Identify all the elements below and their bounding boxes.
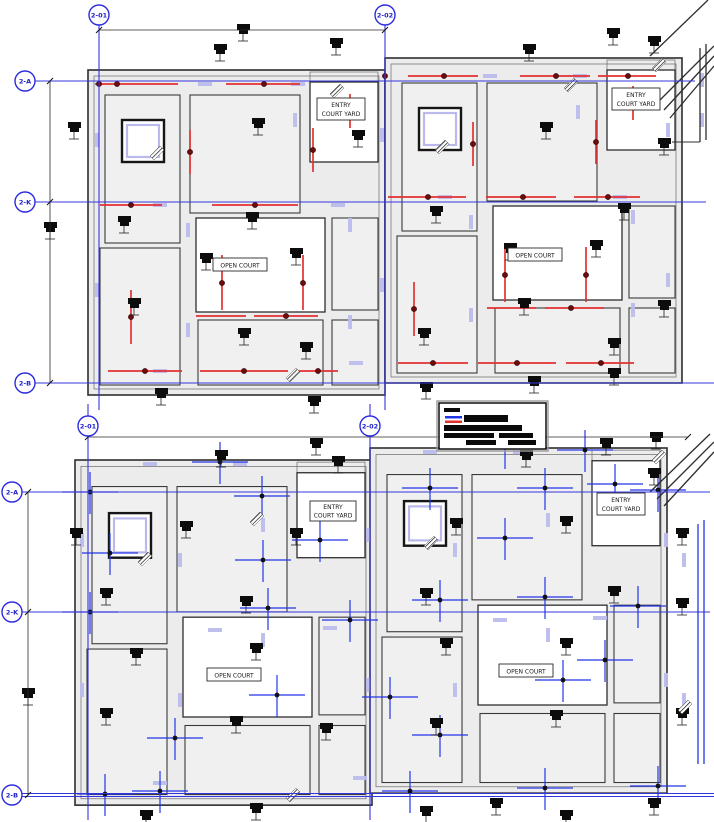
svg-text:ENTRY: ENTRY — [331, 102, 351, 109]
svg-text:2-K: 2-K — [18, 198, 32, 207]
grid-bubble-2-B — [2, 785, 22, 805]
grid-bubble-2-A — [15, 71, 35, 91]
room-label-entry-court-yard — [612, 88, 660, 110]
top-plan-drawing — [44, 0, 714, 413]
room-label-entry-court-yard — [597, 493, 645, 515]
svg-text:ENTRY: ENTRY — [323, 504, 343, 511]
svg-text:2-B: 2-B — [18, 379, 32, 388]
grid-bubble-2-A — [2, 482, 22, 502]
grid-bubble-2-01 — [89, 5, 109, 25]
grid-bubble-2-K — [2, 602, 22, 622]
svg-text:2-A: 2-A — [18, 77, 32, 86]
grid-bubble-2-02 — [375, 5, 395, 25]
svg-text:2-B: 2-B — [5, 791, 19, 800]
legend — [437, 401, 548, 451]
grid-bubble-2-02 — [360, 416, 380, 436]
svg-text:COURT YARD: COURT YARD — [616, 101, 656, 108]
grid-bubble-2-K — [15, 192, 35, 212]
legend-line-sample-blue — [445, 416, 462, 419]
svg-text:OPEN COURT: OPEN COURT — [515, 252, 555, 260]
svg-text:COURT YARD: COURT YARD — [601, 506, 641, 513]
svg-text:COURT YARD: COURT YARD — [313, 512, 353, 520]
svg-text:ENTRY: ENTRY — [626, 92, 646, 99]
grid-bubble-2-B — [15, 373, 35, 393]
bottom-plan-drawing — [22, 427, 714, 822]
room-label-entry-court-yard — [317, 98, 365, 120]
legend-title-redacted — [444, 408, 460, 412]
svg-text:2-02: 2-02 — [361, 422, 379, 431]
svg-text:2-01: 2-01 — [79, 422, 97, 431]
svg-text:OPEN COURT: OPEN COURT — [506, 668, 546, 676]
svg-text:2-02: 2-02 — [376, 11, 394, 20]
svg-text:ENTRY: ENTRY — [611, 497, 631, 504]
room-label-open-court — [213, 258, 267, 271]
room-label-open-court — [499, 664, 553, 677]
legend-line-sample-red — [445, 421, 462, 424]
svg-text:OPEN COURT: OPEN COURT — [214, 672, 254, 680]
room-label-open-court — [207, 668, 261, 681]
svg-text:2-A: 2-A — [5, 488, 19, 497]
svg-text:2-K: 2-K — [5, 608, 19, 617]
room-label-entry-court-yard — [310, 501, 356, 521]
svg-text:COURT YARD: COURT YARD — [321, 111, 361, 118]
svg-text:2-01: 2-01 — [90, 11, 108, 20]
svg-text:OPEN COURT: OPEN COURT — [220, 262, 260, 270]
grid-bubble-2-01 — [78, 416, 98, 436]
room-label-open-court — [508, 248, 562, 261]
